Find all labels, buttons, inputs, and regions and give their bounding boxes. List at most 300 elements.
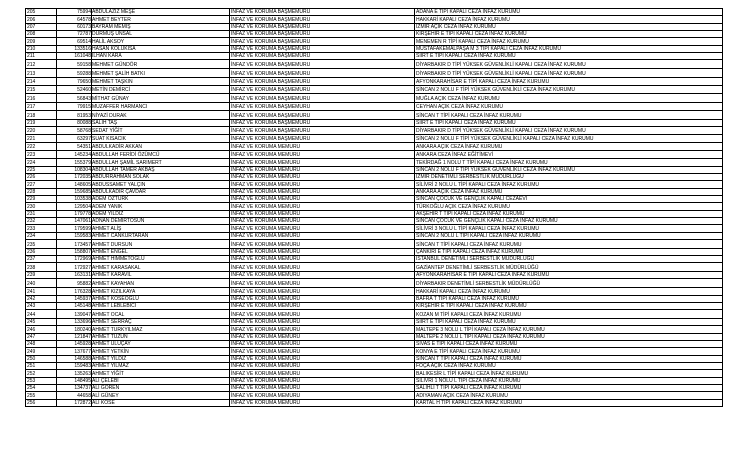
table-row: [26, 340, 723, 347]
row-number-cell: 256: [26, 399, 57, 406]
registry-id-cell: 79650: [57, 77, 92, 86]
institution-cell: AFYONKARAHİSAR E TİPİ KAPALI CEZA İNFAZ KURUMU: [415, 272, 723, 279]
registry-id-cell: 133696: [57, 318, 92, 325]
position-cell: İNFAZ VE KORUMA MEMURU: [230, 302, 415, 309]
table-row: [26, 399, 723, 406]
institution-cell: AKŞEHİR T TİPİ KAPALI CEZA İNFAZ KURUMU: [415, 210, 723, 217]
registry-id-cell: 139047: [57, 310, 92, 319]
table-row: [26, 159, 723, 166]
registry-id-cell: 60173: [57, 23, 92, 30]
institution-cell: SİİRT E TİPİ KAPALI CEZA İNFAZ KURUMU: [415, 119, 723, 126]
registry-id-cell: 103538: [57, 196, 92, 203]
institution-cell: AFYONKARAHİSAR E TİPİ KAPALI CEZA İNFAZ KURUMU: [415, 77, 723, 86]
full-name-cell: AHMET TURKYILMAZ: [92, 326, 230, 333]
position-cell: İNFAZ VE KORUMA MEMURU: [230, 203, 415, 210]
position-cell: İNFAZ VE KORUMA MEMURU: [230, 348, 415, 355]
row-number-cell: 217: [26, 102, 57, 111]
full-name-cell: ALİ GÖREN: [92, 384, 230, 391]
position-cell: İNFAZ VE KORUMA BAŞMEMURU: [230, 16, 415, 23]
row-number-cell: 234: [26, 232, 57, 239]
full-name-cell: ADNAN DEMİRTOSUN: [92, 218, 230, 225]
institution-cell: SİİRT E TİPİ KAPALI CEZA İNFAZ KURUMU: [415, 318, 723, 325]
row-number-cell: 220: [26, 127, 57, 134]
position-cell: İNFAZ VE KORUMA MEMURU: [230, 288, 415, 295]
row-number-cell: 249: [26, 348, 57, 355]
table-row: [26, 134, 723, 143]
row-number-cell: 253: [26, 377, 57, 384]
position-cell: İNFAZ VE KORUMA MEMURU: [230, 232, 415, 239]
row-number-cell: 237: [26, 256, 57, 263]
institution-cell: HAKKARİ KAPALI CEZA İNFAZ KURUMU: [415, 16, 723, 23]
institution-cell: ADIYAMAN AÇIK CEZA İNFAZ KURUMU: [415, 392, 723, 399]
institution-cell: KIRŞEHİR E TİPİ KAPALI CEZA İNFAZ KURUMU: [415, 302, 723, 309]
institution-cell: SİNCAN 2 NOLU F TİPİ YÜKSEK GÜVENLİKLİ KAPALI CEZA İNFAZ KURUMU: [415, 134, 723, 143]
position-cell: İNFAZ VE KORUMA MEMURU: [230, 143, 415, 150]
registry-id-cell: 56843: [57, 93, 92, 102]
table-row: [26, 362, 723, 369]
position-cell: İNFAZ VE KORUMA MEMURU: [230, 248, 415, 255]
table-row: [26, 38, 723, 45]
table-row: [26, 9, 723, 16]
registry-id-cell: 63297: [57, 134, 92, 143]
institution-cell: MALTEPE 2 NOLU L TİPİ KAPALI CEZA İNFAZ KURUMU: [415, 333, 723, 340]
full-name-cell: AHMET KIZILKAYA: [92, 288, 230, 295]
row-number-cell: 221: [26, 134, 57, 143]
position-cell: İNFAZ VE KORUMA MEMURU: [230, 318, 415, 325]
institution-cell: İZMİR DENETİMLİ SERBESTLİK MÜDÜRLÜĞÜ: [415, 173, 723, 180]
personnel-list-sheet: [25, 8, 722, 407]
full-name-cell: AHMET KARASAKAL: [92, 263, 230, 272]
full-name-cell: ABDULLAH TAMER AKBAŞ: [92, 166, 230, 173]
position-cell: İNFAZ VE KORUMA MEMURU: [230, 333, 415, 340]
institution-cell: SİNCAN 2 NOLU F TİPİ YÜKSEK GÜVENLİKLİ CEZA İNFAZ KURUMU: [415, 166, 723, 173]
registry-id-cell: 133516: [57, 45, 92, 52]
institution-cell: SİNCAN 2 NOLU L TİPİ KAPALI CEZA İNFAZ KURUMU: [415, 232, 723, 239]
row-number-cell: 245: [26, 318, 57, 325]
row-number-cell: 226: [26, 173, 57, 180]
row-number-cell: 246: [26, 326, 57, 333]
row-number-cell: 252: [26, 370, 57, 377]
position-cell: İNFAZ VE KORUMA MEMURU: [230, 340, 415, 347]
full-name-cell: AHMET BEYTER: [92, 16, 230, 23]
table-row: [26, 279, 723, 288]
registry-id-cell: 129504: [57, 203, 92, 210]
table-row: [26, 53, 723, 60]
table-row: [26, 143, 723, 150]
registry-id-cell: 161048: [57, 53, 92, 60]
position-cell: İNFAZ VE KORUMA MEMURU: [230, 279, 415, 288]
institution-cell: SİNCAN 2 NOLU F TİPİ YÜKSEK GÜVENLİKLİ CEZA İNFAZ KURUMU: [415, 86, 723, 93]
registry-id-cell: 58768: [57, 127, 92, 134]
row-number-cell: 230: [26, 203, 57, 210]
row-number-cell: 243: [26, 302, 57, 309]
table-row: [26, 392, 723, 399]
registry-id-cell: 172927: [57, 263, 92, 272]
table-row: [26, 196, 723, 203]
full-name-cell: BAYRAM MEMİŞ: [92, 23, 230, 30]
table-row: [26, 86, 723, 93]
row-number-cell: 219: [26, 119, 57, 126]
registry-id-cell: 147061: [57, 218, 92, 225]
table-row: [26, 16, 723, 23]
full-name-cell: MİTHAT GÜNAY: [92, 93, 230, 102]
position-cell: İNFAZ VE KORUMA MEMURU: [230, 218, 415, 225]
personnel-table-body: [26, 9, 723, 407]
full-name-cell: ABDULLAH ŞAMİL SARIMERT: [92, 159, 230, 166]
table-row: [26, 310, 723, 319]
table-row: [26, 370, 723, 377]
row-number-cell: 240: [26, 279, 57, 288]
full-name-cell: ABDULKADİR AKKAN: [92, 143, 230, 150]
position-cell: İNFAZ VE KORUMA MEMURU: [230, 240, 415, 249]
full-name-cell: AHMET YILDIZ: [92, 355, 230, 362]
position-cell: İNFAZ VE KORUMA MEMURU: [230, 399, 415, 406]
row-number-cell: 241: [26, 288, 57, 295]
row-number-cell: 225: [26, 166, 57, 173]
full-name-cell: ALİ GÜNEY: [92, 392, 230, 399]
institution-cell: SİNCAN ÇOCUK VE GENÇLİK KAPALI CEZA İNFAZ KURUMU: [415, 218, 723, 225]
institution-cell: SİİRT E TİPİ KAPALI CEZA İNFAZ KURUMU: [415, 53, 723, 60]
row-number-cell: 208: [26, 31, 57, 38]
position-cell: İNFAZ VE KORUMA BAŞMEMURU: [230, 45, 415, 52]
institution-cell: GAZİANTEP DENETİMLİ SERBESTLİK MÜDÜRLÜĞÜ: [415, 263, 723, 272]
full-name-cell: AHMET CANKURTARAN: [92, 232, 230, 239]
row-number-cell: 231: [26, 210, 57, 217]
full-name-cell: AHMET ENGEL: [92, 248, 230, 255]
full-name-cell: SALİH TAŞ: [92, 119, 230, 126]
registry-id-cell: 72787: [57, 31, 92, 38]
institution-cell: DİYARBAKIR D TİPİ YÜKSEK GÜVENLİKLİ KAPALI CEZA İNFAZ KURUMU: [415, 127, 723, 134]
full-name-cell: AHMET KARAVİL: [92, 272, 230, 279]
registry-id-cell: 176328: [57, 288, 92, 295]
row-number-cell: 250: [26, 355, 57, 362]
institution-cell: BAFRA T TİPİ KAPALI CEZA İNFAZ KURUMU: [415, 295, 723, 302]
registry-id-cell: 172035: [57, 173, 92, 180]
institution-cell: SİVAS E TİPİ KAPALI CEZA İNFAZ KURUMU: [415, 340, 723, 347]
institution-cell: SİLİVRİ 1 NOLU L TİPİ CEZA İNFAZ KURUMU: [415, 377, 723, 384]
table-row: [26, 77, 723, 86]
institution-cell: MALTEPE 3 NOLU L TİPİ KAPALI CEZA İNFAZ KURUMU: [415, 326, 723, 333]
position-cell: İNFAZ VE KORUMA MEMURU: [230, 166, 415, 173]
full-name-cell: AHMET YILMAZ: [92, 362, 230, 369]
table-row: [26, 256, 723, 263]
registry-id-cell: 158807: [57, 248, 92, 255]
institution-cell: MENEMEN R TİPİ KAPALI CEZA İNFAZ KURUMU: [415, 38, 723, 45]
registry-id-cell: 59158: [57, 60, 92, 69]
full-name-cell: ADEM YILDIZ: [92, 210, 230, 217]
position-cell: İNFAZ VE KORUMA MEMURU: [230, 188, 415, 195]
registry-id-cell: 134737: [57, 384, 92, 391]
registry-id-cell: 172872: [57, 399, 92, 406]
institution-cell: KONYA E TİPİ KAPALI CEZA İNFAZ KURUMU: [415, 348, 723, 355]
position-cell: İNFAZ VE KORUMA MEMURU: [230, 225, 415, 232]
registry-id-cell: 79915: [57, 102, 92, 111]
institution-cell: KARTAL H TİPİ KAPALI CEZA İNFAZ KURUMU: [415, 399, 723, 406]
institution-cell: İZMİR AÇIK CEZA İNFAZ KURUMU: [415, 23, 723, 30]
position-cell: İNFAZ VE KORUMA BAŞMEMURU: [230, 23, 415, 30]
registry-id-cell: 75994: [57, 9, 92, 16]
full-name-cell: ALİ KÖSE: [92, 399, 230, 406]
row-number-cell: 207: [26, 23, 57, 30]
full-name-cell: AHMET YETKİN: [92, 348, 230, 355]
full-name-cell: ADEM YANIK: [92, 203, 230, 210]
registry-id-cell: 148605: [57, 181, 92, 188]
full-name-cell: AHMET HİMMETOĞLU: [92, 256, 230, 263]
full-name-cell: AHMET OCAL: [92, 310, 230, 319]
row-number-cell: 232: [26, 218, 57, 225]
registry-id-cell: 145928: [57, 340, 92, 347]
registry-id-cell: 44658: [57, 392, 92, 399]
table-row: [26, 240, 723, 249]
institution-cell: SALİHLİ T TİPİ KAPALI CEZA İNFAZ KURUMU: [415, 384, 723, 391]
table-row: [26, 127, 723, 134]
table-row: [26, 263, 723, 272]
row-number-cell: 229: [26, 196, 57, 203]
table-row: [26, 188, 723, 195]
institution-cell: SİNCAN ÇOCUK VE GENÇLİK KAPALI CEZAEVİ: [415, 196, 723, 203]
row-number-cell: 238: [26, 263, 57, 272]
institution-cell: TEKİRDAĞ 1 NOLU T TİPİ KAPALI CEZA İNFAZ KURUMU: [415, 159, 723, 166]
full-name-cell: DURMUŞ ÜNSAL: [92, 31, 230, 38]
position-cell: İNFAZ VE KORUMA BAŞMEMURU: [230, 9, 415, 16]
position-cell: İNFAZ VE KORUMA MEMURU: [230, 256, 415, 263]
full-name-cell: ABDULAZİZ MEŞE: [92, 9, 230, 16]
position-cell: İNFAZ VE KORUMA MEMURU: [230, 326, 415, 333]
table-row: [26, 150, 723, 159]
row-number-cell: 239: [26, 272, 57, 279]
institution-cell: DİYARBAKIR D TİPİ YÜKSEK GÜVENLİKLİ KAPALI CEZA İNFAZ KURUMU: [415, 60, 723, 69]
full-name-cell: SEDAT YİĞİT: [92, 127, 230, 134]
position-cell: İNFAZ VE KORUMA BAŞMEMURU: [230, 134, 415, 143]
position-cell: İNFAZ VE KORUMA MEMURU: [230, 263, 415, 272]
position-cell: İNFAZ VE KORUMA BAŞMEMURU: [230, 111, 415, 120]
registry-id-cell: 180240: [57, 326, 92, 333]
full-name-cell: AHMET ALİŞ: [92, 225, 230, 232]
institution-cell: SİNCAN T TİPİ KAPALI CEZA İNFAZ KURUMU: [415, 111, 723, 120]
position-cell: İNFAZ VE KORUMA MEMURU: [230, 370, 415, 377]
position-cell: İNFAZ VE KORUMA MEMURU: [230, 362, 415, 369]
position-cell: İNFAZ VE KORUMA MEMURU: [230, 310, 415, 319]
registry-id-cell: 172969: [57, 256, 92, 263]
position-cell: İNFAZ VE KORUMA MEMURU: [230, 173, 415, 180]
registry-id-cell: 95882: [57, 279, 92, 288]
full-name-cell: MEHMET ŞALİH BATKI: [92, 69, 230, 78]
registry-id-cell: 179599: [57, 225, 92, 232]
full-name-cell: ABDULKADİR ÇAVDAR: [92, 188, 230, 195]
row-number-cell: 218: [26, 111, 57, 120]
row-number-cell: 236: [26, 248, 57, 255]
full-name-cell: ABDURRAHMAN SOLAK: [92, 173, 230, 180]
registry-id-cell: 80088: [57, 119, 92, 126]
full-name-cell: AHMET DURSUN: [92, 240, 230, 249]
position-cell: İNFAZ VE KORUMA BAŞMEMURU: [230, 69, 415, 78]
institution-cell: DİYARBAKIR D TİPİ YÜKSEK GÜVENLİKLİ KAPALI CEZA İNFAZ KURUMU: [415, 69, 723, 78]
table-row: [26, 333, 723, 340]
row-number-cell: 235: [26, 240, 57, 249]
position-cell: İNFAZ VE KORUMA MEMURU: [230, 355, 415, 362]
table-row: [26, 203, 723, 210]
full-name-cell: NİYAZİ DURAK: [92, 111, 230, 120]
registry-id-cell: 145937: [57, 295, 92, 302]
registry-id-cell: 81953: [57, 111, 92, 120]
position-cell: İNFAZ VE KORUMA MEMURU: [230, 210, 415, 217]
full-name-cell: AHMET LEBLEBİCİ: [92, 302, 230, 309]
registry-id-cell: 159583: [57, 232, 92, 239]
position-cell: İNFAZ VE KORUMA BAŞMEMURU: [230, 31, 415, 38]
row-number-cell: 227: [26, 181, 57, 188]
table-row: [26, 288, 723, 295]
full-name-cell: İLHAN KARA: [92, 53, 230, 60]
registry-id-cell: 64578: [57, 16, 92, 23]
table-row: [26, 210, 723, 217]
position-cell: İNFAZ VE KORUMA BAŞMEMURU: [230, 119, 415, 126]
table-row: [26, 295, 723, 302]
institution-cell: SİNCAN T TİPİ KAPALI CEZA İNFAZ KURUMU: [415, 240, 723, 249]
table-row: [26, 348, 723, 355]
full-name-cell: ALİ ÇELEBİ: [92, 377, 230, 384]
full-name-cell: ABDULLAH FERİDİ ÖZÜMCÜ: [92, 150, 230, 159]
institution-cell: KOZAN M TİPİ KAPALI CEZA İNFAZ KURUMU: [415, 310, 723, 319]
full-name-cell: AHMET TUZUN: [92, 333, 230, 340]
table-row: [26, 181, 723, 188]
full-name-cell: AHMET ULUÇAY: [92, 340, 230, 347]
institution-cell: ANKARA AÇIK CEZA İNFAZ KURUMU: [415, 188, 723, 195]
position-cell: İNFAZ VE KORUMA MEMURU: [230, 272, 415, 279]
institution-cell: HAKKARİ KAPALI CEZA İNFAZ KURUMU: [415, 288, 723, 295]
position-cell: İNFAZ VE KORUMA MEMURU: [230, 295, 415, 302]
table-row: [26, 302, 723, 309]
row-number-cell: 247: [26, 333, 57, 340]
registry-id-cell: 179778: [57, 210, 92, 217]
row-number-cell: 213: [26, 69, 57, 78]
table-row: [26, 377, 723, 384]
institution-cell: İSTANBUL DENETİMLİ SERBESTLİK MÜDÜRLÜĞÜ: [415, 256, 723, 263]
table-row: [26, 318, 723, 325]
registry-id-cell: 163131: [57, 272, 92, 279]
table-row: [26, 272, 723, 279]
row-number-cell: 224: [26, 159, 57, 166]
position-cell: İNFAZ VE KORUMA BAŞMEMURU: [230, 60, 415, 69]
row-number-cell: 216: [26, 93, 57, 102]
table-row: [26, 218, 723, 225]
registry-id-cell: 145148: [57, 302, 92, 309]
full-name-cell: AHMET KOSEOĞLU: [92, 295, 230, 302]
row-number-cell: 209: [26, 38, 57, 45]
row-number-cell: 211: [26, 53, 57, 60]
registry-id-cell: 137677: [57, 348, 92, 355]
table-row: [26, 23, 723, 30]
institution-cell: MUSTAFAKEMALPAŞA M 3 TİPİ KAPALI CEZA İNFAZ KURUMU: [415, 45, 723, 52]
position-cell: İNFAZ VE KORUMA MEMURU: [230, 377, 415, 384]
full-name-cell: AHMET SERRAÇ: [92, 318, 230, 325]
position-cell: İNFAZ VE KORUMA MEMURU: [230, 150, 415, 159]
row-number-cell: 244: [26, 310, 57, 319]
position-cell: İNFAZ VE KORUMA MEMURU: [230, 392, 415, 399]
full-name-cell: AHMET YİĞİT: [92, 370, 230, 377]
table-row: [26, 45, 723, 52]
row-number-cell: 251: [26, 362, 57, 369]
table-row: [26, 248, 723, 255]
registry-id-cell: 159483: [57, 362, 92, 369]
institution-cell: MUĞLA AÇIK CEZA İNFAZ KURUMU: [415, 93, 723, 102]
personnel-table: [25, 8, 723, 407]
registry-id-cell: 69514: [57, 38, 92, 45]
full-name-cell: HALİL AKSOY: [92, 38, 230, 45]
institution-cell: TÜRKOĞLU AÇIK CEZA İNFAZ KURUMU: [415, 203, 723, 210]
table-row: [26, 326, 723, 333]
row-number-cell: 206: [26, 16, 57, 23]
full-name-cell: ABDUSSAMET YALÇIN: [92, 181, 230, 188]
full-name-cell: ADEM ÖZTÜRK: [92, 196, 230, 203]
row-number-cell: 248: [26, 340, 57, 347]
position-cell: İNFAZ VE KORUMA MEMURU: [230, 196, 415, 203]
table-row: [26, 31, 723, 38]
position-cell: İNFAZ VE KORUMA BAŞMEMURU: [230, 53, 415, 60]
institution-cell: ANKARA AÇIK CEZA İNFAZ KURUMU: [415, 143, 723, 150]
registry-id-cell: 59288: [57, 69, 92, 78]
table-row: [26, 111, 723, 120]
row-number-cell: 212: [26, 60, 57, 69]
table-row: [26, 60, 723, 69]
institution-cell: SİLİVRİ 2 NOLU L TİPİ KAPALI CEZA İNFAZ KURUMU: [415, 181, 723, 188]
row-number-cell: 214: [26, 77, 57, 86]
position-cell: İNFAZ VE KORUMA MEMURU: [230, 159, 415, 166]
institution-cell: FOÇA AÇIK CEZA İNFAZ KURUMU: [415, 362, 723, 369]
table-row: [26, 119, 723, 126]
row-number-cell: 233: [26, 225, 57, 232]
full-name-cell: SUAT KISACIK: [92, 134, 230, 143]
full-name-cell: MEHMET GÜNDÖR: [92, 60, 230, 69]
registry-id-cell: 159685: [57, 188, 92, 195]
position-cell: İNFAZ VE KORUMA BAŞMEMURU: [230, 86, 415, 93]
table-row: [26, 355, 723, 362]
table-row: [26, 173, 723, 180]
registry-id-cell: 52460: [57, 86, 92, 93]
position-cell: İNFAZ VE KORUMA BAŞMEMURU: [230, 77, 415, 86]
table-row: [26, 384, 723, 391]
registry-id-cell: 54351: [57, 143, 92, 150]
row-number-cell: 210: [26, 45, 57, 52]
table-row: [26, 225, 723, 232]
table-row: [26, 93, 723, 102]
institution-cell: CEYHAN AÇIK CEZA İNFAZ KURUMU: [415, 102, 723, 111]
registry-id-cell: 121847: [57, 333, 92, 340]
registry-id-cell: 155379: [57, 159, 92, 166]
institution-cell: ÇANKIRI E TİPİ KAPALI CEZA İNFAZ KURUMU: [415, 248, 723, 255]
institution-cell: DİYARBAKIR DENETİMLİ SERBESTLİK MÜDÜRLÜĞÜ: [415, 279, 723, 288]
institution-cell: KIRŞEHİR E TİPİ KAPALI CEZA İNFAZ KURUMU: [415, 31, 723, 38]
table-row: [26, 166, 723, 173]
institution-cell: ADANA E TİPİ KAPALI CEZA İNFAZ KURUMU: [415, 9, 723, 16]
institution-cell: ANKARA CEZA İNFAZ EĞİTİMEVİ: [415, 150, 723, 159]
position-cell: İNFAZ VE KORUMA BAŞMEMURU: [230, 38, 415, 45]
row-number-cell: 228: [26, 188, 57, 195]
row-number-cell: 205: [26, 9, 57, 16]
institution-cell: BALIKESİR L TİPİ KAPALI CEZA İNFAZ KURUMU: [415, 370, 723, 377]
table-row: [26, 232, 723, 239]
position-cell: İNFAZ VE KORUMA BAŞMEMURU: [230, 127, 415, 134]
position-cell: İNFAZ VE KORUMA BAŞMEMURU: [230, 102, 415, 111]
registry-id-cell: 145234: [57, 150, 92, 159]
registry-id-cell: 146588: [57, 355, 92, 362]
row-number-cell: 215: [26, 86, 57, 93]
position-cell: İNFAZ VE KORUMA MEMURU: [230, 181, 415, 188]
institution-cell: SİNCAN T TİPİ KAPALI CEZA İNFAZ KURUMU: [415, 355, 723, 362]
position-cell: İNFAZ VE KORUMA BAŞMEMURU: [230, 93, 415, 102]
row-number-cell: 254: [26, 384, 57, 391]
table-row: [26, 102, 723, 111]
full-name-cell: MEHMET TAŞKIN: [92, 77, 230, 86]
